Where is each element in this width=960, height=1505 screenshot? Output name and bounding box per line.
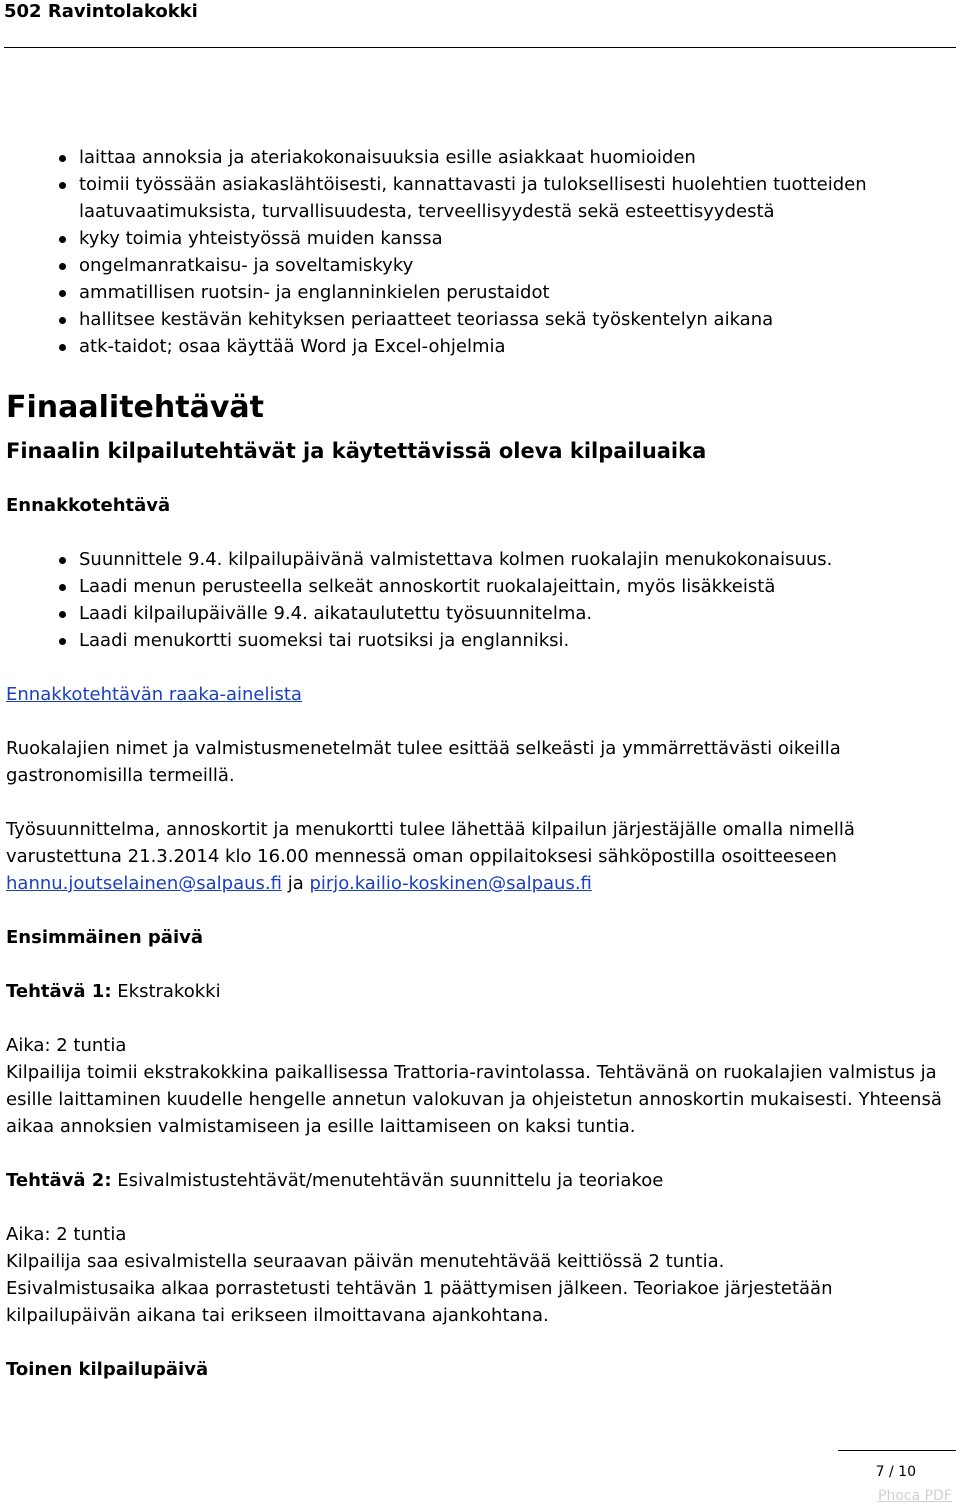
list-item: ammatillisen ruotsin- ja englanninkielen perustaidot <box>79 279 951 306</box>
document-body <box>6 144 951 1383</box>
header-divider <box>4 47 956 48</box>
submission-text: Työsuunnittelma, annoskortit ja menukortti tulee lähettää kilpailun järjestäjälle omalla nimellä varustettuna 21.3.2014 klo 16.00 mennessä oman oppilaitoksesi sähköpostilla osoitteeseen <box>6 819 855 867</box>
task1-time: Aika: 2 tuntia <box>6 1035 127 1056</box>
task1-label: Tehtävä 1: <box>6 981 112 1002</box>
paragraph-dish-names: Ruokalajien nimet ja valmistusmenetelmät tulee esittää selkeästi ja ymmärrettävästi oikeilla gastronomisilla termeillä. <box>6 738 841 786</box>
document-header <box>0 0 960 48</box>
skills-list <box>6 144 951 360</box>
list-item: kyky toimia yhteistyössä muiden kanssa <box>79 225 951 252</box>
list-item: hallitsee kestävän kehityksen periaatteet teoriassa sekä työskentelyn aikana <box>79 306 951 333</box>
document-title: 502 Ravintolakokki <box>4 1 198 22</box>
task2-name: Esivalmistustehtävät/menutehtävän suunnittelu ja teoriakoe <box>117 1170 664 1191</box>
list-item: Laadi menun perusteella selkeät annoskortit ruokalajeittain, myös lisäkkeistä <box>79 573 951 600</box>
section-heading-finals: Finaalitehtävät <box>6 390 264 425</box>
list-item: Suunnittele 9.4. kilpailupäivänä valmistettava kolmen ruokalajin menukokonaisuus. <box>79 546 951 573</box>
list-item: Laadi menukortti suomeksi tai ruotsiksi ja englanniksi. <box>79 627 951 654</box>
list-item: Laadi kilpailupäivälle 9.4. aikataulutettu työsuunnitelma. <box>79 600 951 627</box>
list-item: atk-taidot; osaa käyttää Word ja Excel-ohjelmia <box>79 333 951 360</box>
ingredients-list-link[interactable]: Ennakkotehtävän raaka-ainelista <box>6 684 302 705</box>
conjunction-text: ja <box>287 873 304 894</box>
email-link-pirjo[interactable]: pirjo.kailio-koskinen@salpaus.fi <box>309 873 592 894</box>
task2-description-line1: Kilpailija saa esivalmistella seuraavan päivän menutehtävää keittiössä 2 tuntia. <box>6 1251 725 1272</box>
heading-first-day: Ensimmäinen päivä <box>6 927 204 948</box>
task2-description-line2: Esivalmistusaika alkaa porrastetusti tehtävän 1 päättymisen jälkeen. Teoriakoe järjestetään kilpailupäivän aikana tai erikseen ilmoittavana ajankohtana. <box>6 1278 833 1326</box>
list-item: laittaa annoksia ja ateriakokonaisuuksia esille asiakkaat huomioiden <box>79 144 951 171</box>
task1-title <box>6 978 951 1005</box>
list-item: ongelmanratkaisu- ja soveltamiskyky <box>79 252 951 279</box>
footer-credit-link[interactable]: Phoca PDF <box>878 1488 952 1504</box>
task1-description: Kilpailija toimii ekstrakokkina paikallisessa Trattoria-ravintolassa. Tehtävänä on ruokalajien valmistus ja esille laittaminen kuudelle hengelle annetun valokuvan ja ohjeistetun annoskortin mukaisesti. Yhteensä aikaa annoksien valmistamiseen ja esille laittamiseen on kaksi tuntia. <box>6 1062 942 1137</box>
paragraph-submission <box>6 816 951 897</box>
task2-time: Aika: 2 tuntia <box>6 1224 127 1245</box>
heading-advance-task: Ennakkotehtävä <box>6 495 171 516</box>
task1-name: Ekstrakokki <box>117 981 221 1002</box>
subheading-competition-tasks: Finaalin kilpailutehtävät ja käytettävissä oleva kilpailuaika <box>6 439 707 463</box>
page-number: 7 / 10 <box>875 1464 916 1480</box>
list-item: toimii työssään asiakaslähtöisesti, kannattavasti ja tuloksellisesti huolehtien tuotteiden laatuvaatimuksista, turvallisuudesta, terveellisyydestä sekä esteettisyydestä <box>79 171 951 225</box>
footer-divider <box>838 1450 956 1451</box>
advance-task-list <box>6 546 951 654</box>
task2-label: Tehtävä 2: <box>6 1170 112 1191</box>
heading-second-day: Toinen kilpailupäivä <box>6 1359 209 1380</box>
task2-title <box>6 1167 951 1194</box>
email-link-hannu[interactable]: hannu.joutselainen@salpaus.fi <box>6 873 282 894</box>
